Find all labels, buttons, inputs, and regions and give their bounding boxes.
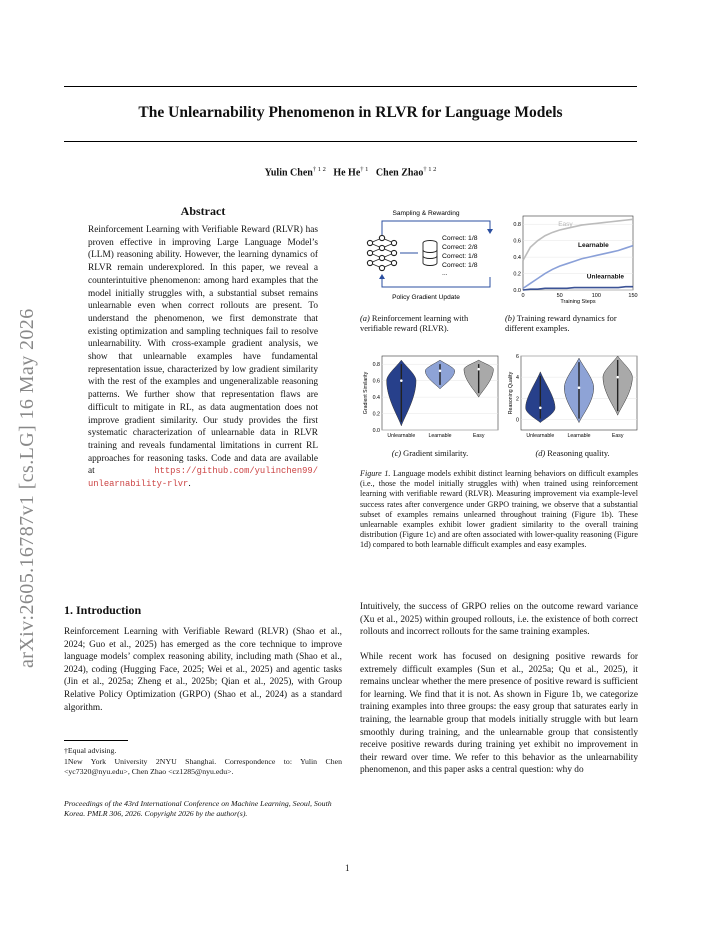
x-tick-label: Unlearnable [387,433,416,439]
footnote-affiliation: 1New York University 2NYU Shanghai. Correspondence to: Yulin Chen <yc7320@nyu.edu>, Chen Zhao <cz1285@nyu.edu>. [64,757,342,776]
series-label: Learnable [578,242,609,250]
intro-paragraph-1: Reinforcement Learning with Verifiable Reward (RLVR) (Shao et al., 2024; Guo et al., 2025) has emerged as the core technique to improve language models’ complex reasoning ability, including math (Shao et al., 2024), coding (Hugging Face, 2025; Wei et al., 2025) and agentic tasks (Jin et al., 2025a; Zheng et al., 2025b; Qian et al., 2025), with Group Relative Policy Optimization (GRPO) (Shao et al., 2024) as a standard algorithm. [64,627,342,713]
violin-median [439,370,442,373]
y-tick-label: 4 [516,375,519,382]
y-tick-label: 0.2 [513,271,521,278]
rollout-result: ... [442,270,448,277]
x-tick-label: Easy [611,433,624,439]
series-label: Unlearnable [586,273,625,281]
footnote-rule [64,740,128,741]
rollout-result: Correct: 1/8 [442,253,478,260]
sampling-label: Sampling & Rewarding [392,210,460,217]
abstract-text: Reinforcement Learning with Verifiable Reward (RLVR) has proven effective in improving Large Language Model’s (LLM) reasoning ability. However, the learning dynamics of RLVR remain underexplored. In this paper, we reveal a counterintuitive phenomenon: among hard examples that the model initially struggles with, a substantial subset remains unlearnable even when correct rollouts are present. To understand the phenomenon, we first demonstrate that existing optimization and sampling techniques fail to resolve unlearnability. With cross-example gradient analysis, we show that unlearnable examples have fundamental representation issue, characterized by low gradient similarity with the rest of the examples and ungeneralizable reasoning patterns. We further show that representation flaws are difficult to mitigate in RL, as data augmentation does not improve gradient similarity. Our study provides the first systematic characterization of unlearnable data in RLVR training and reveals fundamental limitations in current RL approaches for reasoning tasks. Code and data are available at [88,225,318,477]
figure1b-caption: (b) Training reward dynamics for different examples. [505,314,617,334]
y-tick-label: 0.6 [513,238,521,245]
x-tick-label: 50 [556,293,563,299]
arxiv-identifier: arXiv:2605.16787v1 [cs.LG] 16 May 2026 [16,308,38,668]
author-affil: † 1 2 [312,166,326,173]
loop-arrow-top [382,221,490,235]
author-name: Yulin Chen [264,167,313,179]
rollout-result: Correct: 1/8 [442,262,478,269]
y-tick-label: 0.8 [513,222,521,229]
database-icon [423,241,437,266]
y-axis-label: Reasoning Quality [508,371,514,415]
y-tick-label: 2 [516,396,519,403]
intro-paragraph-3: While recent work has focused on designing positive rewards for extremely difficult examples (Sun et al., 2025a; Qu et al., 2025), it remains unclear whether the mere presence of positive reward is sufficient for learning. We find that it is not. As shown in Figure 1b, we categorize training examples into three groups: the easy group that saturates early in training, the learnable group that models initially struggle with but learn smoothly during training, and the unlearnable group that consistently receive positive rewards during training yet exhibit no improvement in their reward over time. We refer to this behavior as the unlearnability phenomenon, and this paper asks a central question: why do [360,652,638,776]
author-affil: † 1 2 [423,166,437,173]
figure1c-caption: (c) Gradient similarity. [391,449,469,458]
abstract-heading: Abstract [180,204,226,218]
title-rule-top [64,86,637,87]
figure1d-chart [505,352,640,444]
section-heading: 1. Introduction [64,603,142,617]
x-tick-label: Unlearnable [526,433,555,439]
x-tick-label: Easy [472,433,485,439]
y-tick-label: 0.0 [372,428,380,434]
y-tick-label: 0.2 [372,411,380,418]
figure1d-caption: (d) Reasoning quality. [535,449,610,458]
author-name: He He [333,167,361,179]
y-tick-label: 0.0 [513,288,521,294]
rollout-result: Correct: 2/8 [442,244,478,251]
x-tick-label: Learnable [567,433,591,439]
author-list [64,166,637,178]
y-axis-label: Gradient Similarity [363,371,369,415]
abstract-body: Reinforcement Learning with Verifiable Reward (RLVR) has proven effective in improving Large Language Model’s (LLM) reasoning ability. However, the learning dynamics of RLVR remain underexplored. In this paper, we reveal a counterintuitive phenomenon: among hard examples that the model initially struggles with, a substantial subset remains unlearnable even when correct rollouts are present. To understand the phenomenon, we first demonstrate that existing optimization and sampling techniques fail to resolve unlearnability. With cross-example gradient analysis, we show that unlearnable examples have fundamental representation issue, characterized by low gradient similarity with the rest of the examples and ungeneralizable reasoning patterns. We further show that representation flaws are difficult to mitigate in RL, as data augmentation does not improve gradient similarity. Our study provides the first systematic characterization of unlearnable data in RLVR training and reveals fundamental limitations in current RL approaches for reasoning tasks. Code and data are available at https://github.com/yulinchen99/ unlearnability-rlvr. [88,225,318,490]
y-tick-label: 6 [516,354,519,360]
x-axis-label: Training Steps [560,299,596,305]
footnote-proceedings: Proceedings of the 43rd International Conference on Machine Learning, Seoul, South Korea. PMLR 306, 2026. Copyright 2026 by the author(s). [64,799,332,818]
loop-arrow-bottom [382,275,490,287]
violin-median [400,379,403,382]
rollout-results [442,235,478,277]
policy-update-label: Policy Gradient Update [392,294,460,301]
x-tick-label: 0 [521,293,525,299]
violin-median [477,368,480,371]
y-tick-label: 0.4 [372,395,380,402]
x-tick-label: 150 [628,293,638,299]
neural-network-icon [367,235,396,270]
footnote-equal: †Equal advising. [64,746,117,755]
figure1b-chart [505,212,640,307]
x-tick-label: Learnable [428,433,452,439]
author-affil: † 1 [360,166,369,173]
rollout-result: Correct: 1/8 [442,235,478,242]
figure1a-caption: (a) Reinforcement learning with verifiable reward (RLVR). [360,314,469,334]
violin-median [539,407,542,410]
violin-median [578,386,581,389]
figure1-caption: Figure 1. Language models exhibit distinct learning behaviors on difficult examples (i.e., those the model initially struggles with) when trained using reinforcement learning with verifiable reward (RLVR). Measuring improvement via example-level success rates after convergence under GRPO training, we observe that a substantial subset of examples remains unlearned throughout training (Figure 1b). These unlearnable examples exhibit lower gradient similarity to the overall training distribution (Figure 1c) and are often associated with lower-quality reasoning (Figure 1d) compared to both learnable difficult examples and easy examples. [360,469,638,550]
intro-paragraph-2: Intuitively, the success of GRPO relies on the outcome reward variance (Xu et al., 2025) within grouped rollouts, i.e. the existence of both correct rollouts and incorrect rollouts for the same training examples. [360,602,638,638]
y-tick-label: 0.4 [513,255,521,262]
author-name: Chen Zhao [375,167,424,179]
figure1a-diagram [360,205,500,305]
arrowhead-icon [487,229,493,234]
code-link[interactable]: https://github.com/yulinchen99/ unlearnability-rlvr [88,466,318,490]
figure1c-chart [360,352,500,444]
arrowhead-icon [379,274,385,279]
title-rule-bottom [64,141,637,142]
y-tick-label: 0 [516,417,519,424]
y-tick-label: 0.6 [372,378,380,385]
paper-title: The Unlearnability Phenomenon in RLVR for Language Models [138,104,563,121]
series-label: Easy [558,220,573,228]
page-number: 1 [345,863,350,873]
y-tick-label: 0.8 [372,362,380,369]
violin-median [616,376,619,379]
x-tick-label: 100 [591,293,601,299]
